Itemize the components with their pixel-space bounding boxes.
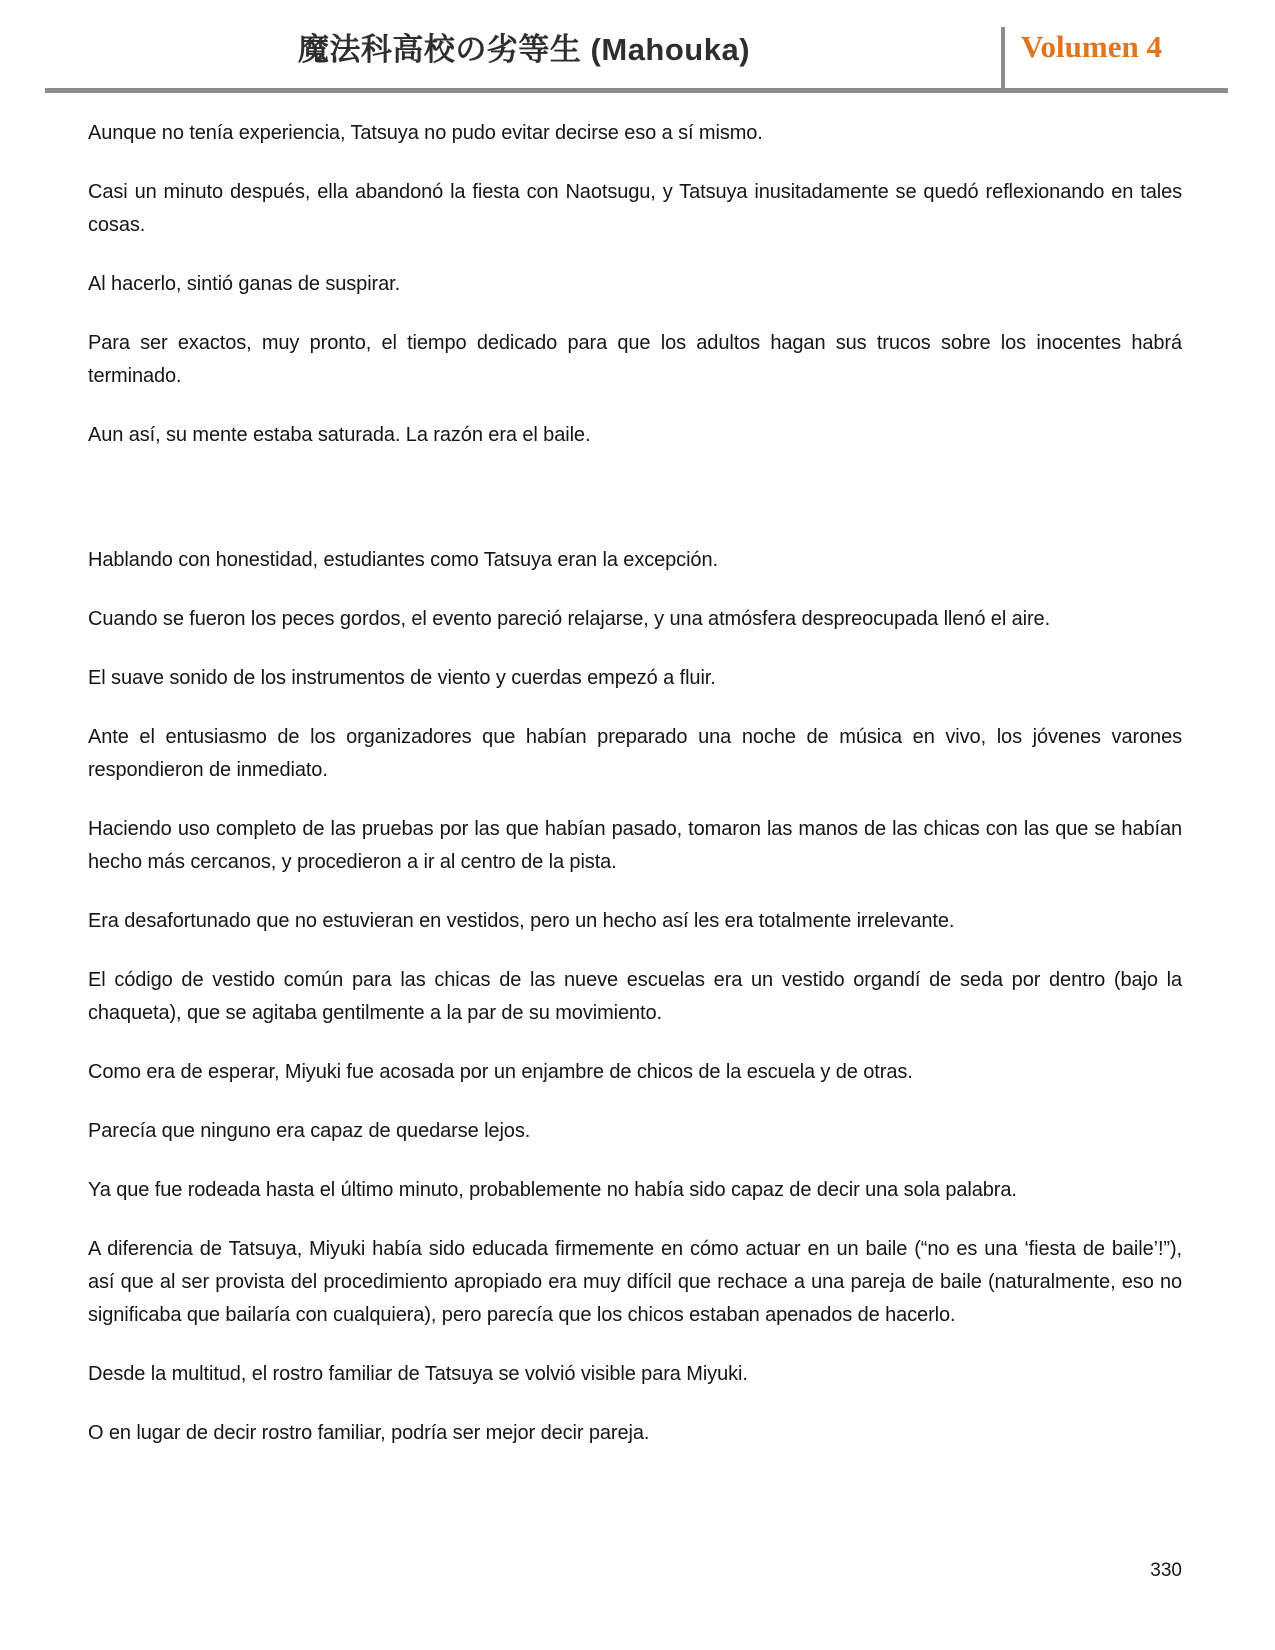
- header-vertical-divider: [1001, 27, 1005, 89]
- paragraph: Como era de esperar, Miyuki fue acosada por un enjambre de chicos de la escuela y de otras.: [88, 1061, 913, 1083]
- paragraph: Ante el entusiasmo de los organizadores que habían preparado una noche de música en vivo, los jóvenes varones respondieron de inmediato.: [88, 726, 1182, 781]
- paragraph: Aun así, su mente estaba saturada. La razón era el baile.: [88, 424, 591, 446]
- paragraph: Parecía que ninguno era capaz de quedarse lejos.: [88, 1120, 531, 1142]
- volume-label: Volumen 4: [1021, 29, 1162, 64]
- scene-break-spacer: [88, 478, 1182, 544]
- paragraph: Aunque no tenía experiencia, Tatsuya no pudo evitar decirse eso a sí mismo.: [88, 122, 763, 144]
- paragraph: Casi un minuto después, ella abandonó la fiesta con Naotsugu, y Tatsuya inusitadamente se quedó reflexionando en tales cosas.: [88, 181, 1182, 236]
- paragraph: Desde la multitud, el rostro familiar de Tatsuya se volvió visible para Miyuki.: [88, 1363, 748, 1385]
- paragraph: Al hacerlo, sintió ganas de suspirar.: [88, 273, 401, 295]
- paragraph: O en lugar de decir rostro familiar, podría ser mejor decir pareja.: [88, 1422, 650, 1444]
- page-header-title: 魔法科高校の劣等生 (Mahouka): [297, 32, 751, 67]
- paragraph: Cuando se fueron los peces gordos, el evento pareció relajarse, y una atmósfera despreocupada llenó el aire.: [88, 608, 1051, 630]
- page-number: 330: [1150, 1560, 1182, 1581]
- paragraph: Hablando con honestidad, estudiantes como Tatsuya eran la excepción.: [88, 549, 718, 571]
- body-text: [88, 117, 1182, 1476]
- paragraph: El código de vestido común para las chicas de las nueve escuelas era un vestido organdí de seda por dentro (bajo la chaqueta), que se agitaba gentilmente a la par de su movimiento.: [88, 969, 1182, 1024]
- paragraph: Haciendo uso completo de las pruebas por las que habían pasado, tomaron las manos de las chicas con las que se habían hecho más cercanos, y procedieron a ir al centro de la pista.: [88, 818, 1182, 873]
- paragraph: Era desafortunado que no estuvieran en vestidos, pero un hecho así les era totalmente irrelevante.: [88, 910, 955, 932]
- paragraph: A diferencia de Tatsuya, Miyuki había sido educada firmemente en cómo actuar en un baile (“no es una ‘fiesta de baile’!”), así que al ser provista del procedimiento apropiado era muy difícil que rechace a una pareja de baile (naturalmente, eso no significaba que bailaría con cualquiera), pero parecía que los chicos estaban apenados de hacerlo.: [88, 1238, 1182, 1326]
- paragraph: Para ser exactos, muy pronto, el tiempo dedicado para que los adultos hagan sus trucos sobre los inocentes habrá terminado.: [88, 332, 1182, 387]
- paragraph: Ya que fue rodeada hasta el último minuto, probablemente no había sido capaz de decir una sola palabra.: [88, 1179, 1017, 1201]
- header-horizontal-rule: [45, 88, 1228, 93]
- paragraph: El suave sonido de los instrumentos de viento y cuerdas empezó a fluir.: [88, 667, 716, 689]
